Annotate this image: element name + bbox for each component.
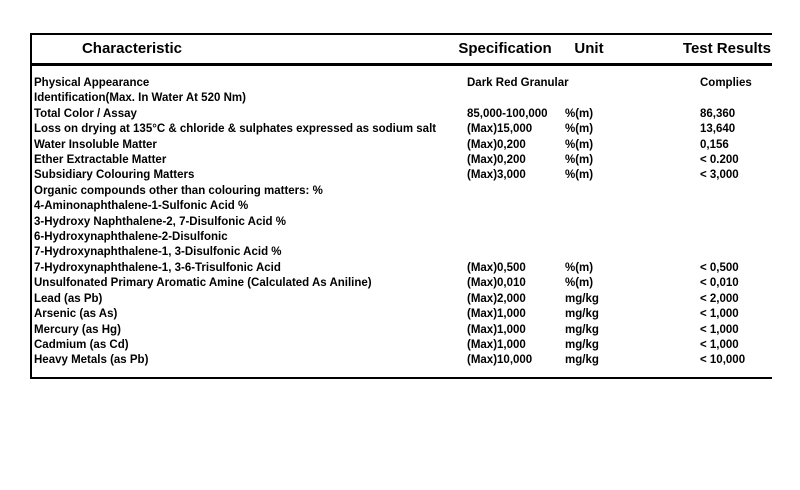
table-row [32, 107, 772, 122]
cell-test-result: < 0,500 [700, 261, 739, 274]
cell-test-result: 13,640 [700, 123, 736, 136]
cell-unit: %(m) [565, 123, 594, 136]
table-row [32, 184, 772, 199]
header-characteristic: Characteristic [81, 40, 183, 57]
cell-specification [467, 199, 565, 214]
cell-specification: (Max)0,010 [467, 277, 526, 290]
cell-characteristic: Organic compounds other than colouring matters: % [34, 184, 323, 197]
cell-specification: 85,000-100,000 [467, 107, 548, 120]
table-row [32, 307, 772, 322]
cell-characteristic: 7-Hydroxynaphthalene-1, 3-Disulfonic Acid % [34, 246, 282, 259]
cell-characteristic: 6-Hydroxynaphthalene-2-Disulfonic [34, 231, 228, 244]
cell-unit: %(m) [565, 277, 594, 290]
cell-characteristic: Physical Appearance [34, 77, 150, 89]
table-row [32, 122, 772, 137]
cell-specification [467, 184, 565, 199]
cell-test-result: < 1,000 [700, 323, 739, 336]
table-header-row [32, 35, 772, 66]
cell-test-result: < 0.200 [700, 154, 739, 167]
cell-unit: %(m) [565, 169, 594, 182]
cell-unit [565, 91, 700, 106]
cell-specification [467, 91, 565, 106]
cell-test-result [700, 215, 772, 230]
table-row [32, 153, 772, 168]
table-row [32, 323, 772, 338]
cell-specification [467, 230, 565, 245]
table-row [32, 138, 772, 153]
cell-characteristic: Unsulfonated Primary Aromatic Amine (Calculated As Aniline) [34, 277, 372, 290]
cell-specification: (Max)0,200 [467, 138, 526, 151]
cell-characteristic: Lead (as Pb) [34, 292, 103, 305]
cell-test-result: < 10,000 [700, 354, 746, 367]
cell-test-result [700, 199, 772, 214]
cell-unit: %(m) [565, 261, 594, 274]
cell-test-result: < 1,000 [700, 338, 739, 351]
cell-test-result [700, 245, 772, 260]
cell-test-result: < 3,000 [700, 169, 739, 182]
cell-characteristic: Ether Extractable Matter [34, 154, 167, 167]
cell-test-result [700, 184, 772, 199]
table-row [32, 168, 772, 183]
cell-test-result: < 1,000 [700, 308, 739, 321]
cell-characteristic: Loss on drying at 135°C & chloride & sulphates expressed as sodium salt [34, 123, 437, 136]
cell-unit [565, 245, 700, 260]
cell-unit [565, 215, 700, 230]
cell-unit: %(m) [565, 154, 594, 167]
cell-test-result: < 0,010 [700, 277, 739, 290]
cell-test-result [700, 91, 772, 106]
cell-unit: mg/kg [565, 323, 599, 336]
cell-characteristic: Heavy Metals (as Pb) [34, 354, 149, 367]
cell-specification [467, 215, 565, 230]
cell-unit: mg/kg [565, 308, 599, 321]
cell-specification: (Max)10,000 [467, 354, 533, 367]
cell-specification [467, 245, 565, 260]
cell-specification: (Max)15,000 [467, 123, 533, 136]
cell-characteristic: Total Color / Assay [34, 107, 137, 120]
cell-specification: (Max)1,000 [467, 308, 526, 321]
cell-specification: (Max)3,000 [467, 169, 526, 182]
header-unit: Unit [574, 40, 604, 57]
cell-test-result: Complies [700, 77, 752, 89]
cell-characteristic: Mercury (as Hg) [34, 323, 121, 336]
header-test-results: Test Results [682, 40, 771, 57]
cell-unit [565, 230, 700, 245]
table-body [32, 66, 772, 369]
table-row [32, 199, 772, 214]
cell-test-result: 86,360 [700, 107, 736, 120]
cell-characteristic: 4-Aminonaphthalene-1-Sulfonic Acid % [34, 200, 249, 213]
cell-unit [565, 184, 700, 199]
table-row [32, 245, 772, 260]
cell-unit: %(m) [565, 107, 594, 120]
cell-specification: (Max)1,000 [467, 323, 526, 336]
cell-characteristic: Arsenic (as As) [34, 308, 118, 321]
table-row [32, 91, 772, 106]
cell-unit: %(m) [565, 138, 594, 151]
table-row [32, 215, 772, 230]
table-row [32, 261, 772, 276]
table-row [32, 230, 772, 245]
cell-characteristic: Identification(Max. In Water At 520 Nm) [34, 92, 246, 105]
table-row [32, 276, 772, 291]
table-row [32, 338, 772, 353]
cell-unit: mg/kg [565, 338, 599, 351]
cell-specification: (Max)0,200 [467, 154, 526, 167]
table-row [32, 353, 772, 368]
cell-specification: (Max)2,000 [467, 292, 526, 305]
cell-characteristic: Subsidiary Colouring Matters [34, 169, 195, 182]
cell-specification: (Max)1,000 [467, 338, 526, 351]
cell-characteristic: Cadmium (as Cd) [34, 338, 129, 351]
cell-characteristic: Water Insoluble Matter [34, 138, 157, 151]
specification-table [30, 33, 772, 379]
cell-unit [565, 199, 700, 214]
header-specification: Specification [458, 40, 552, 57]
table-row [32, 76, 772, 91]
cell-specification: (Max)0,500 [467, 261, 526, 274]
cell-specification: Dark Red Granular [467, 77, 569, 89]
cell-unit: mg/kg [565, 292, 599, 305]
cell-test-result: < 2,000 [700, 292, 739, 305]
cell-test-result [700, 230, 772, 245]
cell-unit: mg/kg [565, 354, 599, 367]
cell-characteristic: 3-Hydroxy Naphthalene-2, 7-Disulfonic Acid % [34, 215, 286, 228]
cell-characteristic: 7-Hydroxynaphthalene-1, 3-6-Trisulfonic Acid [34, 261, 281, 274]
cell-unit [565, 76, 700, 91]
table-row [32, 292, 772, 307]
cell-test-result: 0,156 [700, 138, 729, 151]
